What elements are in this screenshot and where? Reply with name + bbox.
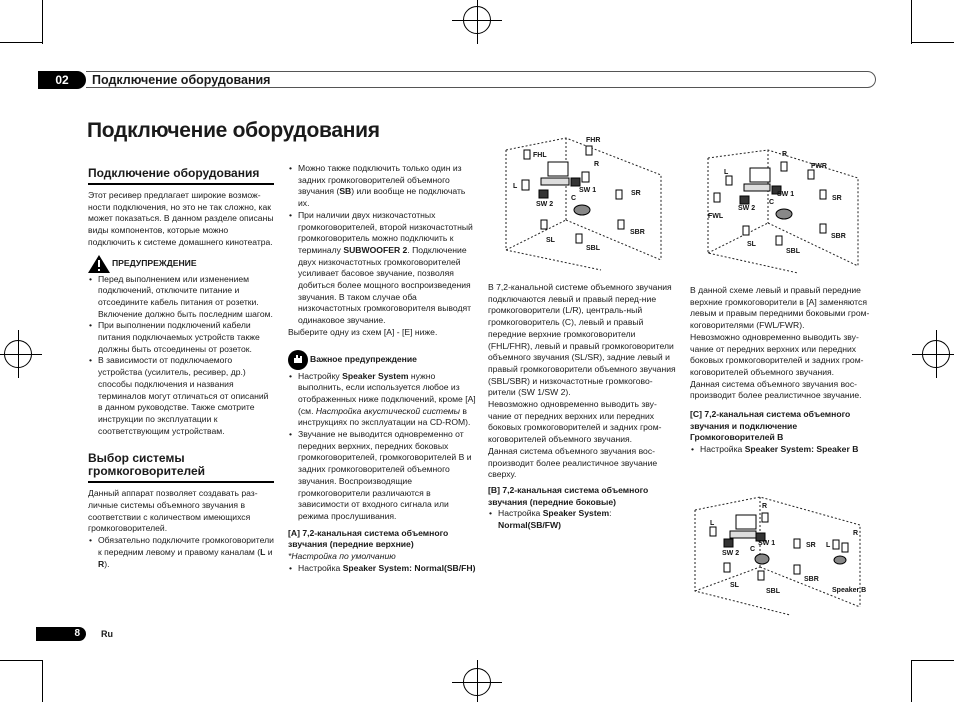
- speaker-icon: [582, 172, 589, 182]
- middle-column: [288, 163, 478, 575]
- list-item: [288, 371, 478, 430]
- scheme-a-description: В 7,2-канальной системе объемного звучания подключаются левый и правый перед-ние громкоговорители (L/R), централь-ный громкоговоритель (C), левый и правый передние верхние громкоговорители (FHL/FHR), левый и правый громкоговорители объемного звучания (SL/SR), задние левый и правый громкоговорители объемного звучания (SBL/SBR) и низкочастотные громкогово-рители (SW 1/SW 2).: [488, 282, 676, 398]
- left-column: [88, 167, 274, 570]
- speaker-icon: [820, 224, 826, 233]
- speaker-diagram-c: [690, 495, 880, 620]
- scheme-b-description: В данной схеме левый и правый передние верхние громкоговорители в [A] заменяются левым и правым передними боковыми гром-коговорителями (FWL/FWR).: [690, 285, 870, 331]
- speaker-icon: [576, 234, 582, 243]
- speaker-diagram-b: [698, 148, 878, 276]
- section-title-connection: Подключение оборудования: [88, 167, 274, 185]
- crop-mark: [912, 42, 954, 43]
- registration-mark: [477, 660, 478, 702]
- label-c: C: [769, 199, 775, 206]
- label-sr: SR: [832, 195, 842, 202]
- crop-mark: [911, 0, 912, 44]
- page-title: Подключение оборудования: [87, 119, 380, 142]
- setting-key: Speaker System: [342, 562, 410, 573]
- label-sw1: SW 1: [579, 187, 597, 194]
- subwoofer-icon: [724, 539, 733, 547]
- registration-mark: [18, 330, 19, 378]
- subwoofer-icon: [740, 196, 749, 204]
- speaker-icon: [616, 190, 622, 199]
- bullet-reference: Настройка акустической системы: [315, 405, 460, 416]
- page-language: Ru: [101, 629, 113, 639]
- speaker-icon: [743, 226, 749, 235]
- important-heading: [288, 350, 478, 370]
- receiver-icon: [730, 531, 756, 538]
- speaker-icon: [781, 162, 787, 171]
- speaker-icon: [586, 146, 592, 155]
- list-item: • Перед выполнением или изменением подключений, отключите питание и отсоедините кабель питания от розетки. Включение должно быть последним шагом.: [88, 274, 274, 321]
- speaker-icon: [758, 571, 764, 580]
- speaker-diagram-a: [496, 130, 676, 272]
- bullet-text: Обязательно подключите громкоговорители к передним левому и правому каналам (: [98, 535, 274, 557]
- list-item: [288, 163, 478, 210]
- list-item: [288, 563, 478, 575]
- label-r: R: [782, 151, 788, 158]
- speaker-icon: [833, 540, 839, 549]
- chapter-number: 02: [38, 71, 86, 89]
- label-r: R: [594, 161, 600, 168]
- setting-value: Normal(SB/FW): [498, 520, 562, 531]
- section-title-speaker-system: Выбор системы громкоговорителей: [88, 452, 274, 483]
- label-sr: SR: [806, 542, 816, 549]
- registration-mark: [0, 354, 42, 355]
- chapter-title: Подключение оборудования: [92, 73, 271, 87]
- label-fhl: FHL: [533, 152, 547, 159]
- warning-list: [88, 274, 274, 438]
- label-l: L: [513, 183, 518, 190]
- speaker-icon: [710, 527, 716, 536]
- setting-separator: :: [609, 508, 612, 519]
- scheme-b-setting: [488, 508, 678, 531]
- label-sl: SL: [730, 582, 739, 589]
- subwoofer-icon: [571, 178, 580, 186]
- important-title: Важное предупреждение: [310, 353, 417, 364]
- bullet-text: в инструкциях по эксплуатации на CD-ROM).: [298, 405, 471, 428]
- label-fwl: FWL: [708, 213, 724, 220]
- speaker-icon: [522, 180, 529, 190]
- speaker-icon: [820, 190, 826, 199]
- label-sr: SR: [631, 190, 641, 197]
- speaker-icon: [762, 513, 768, 522]
- bullet-term: L: [260, 546, 266, 557]
- bullet-text: нужно выполнить, если используется любое из отображенных ниже подключений, кроме [A] (см.: [298, 370, 476, 416]
- bullet-term: SB: [339, 186, 352, 197]
- crop-mark: [0, 660, 42, 661]
- label-sw2: SW 2: [738, 205, 756, 212]
- select-scheme-text: Выберите одну из схем [A] - [E] ниже.: [288, 326, 438, 337]
- column-4: [690, 285, 878, 456]
- receiver-icon: [744, 184, 770, 191]
- warning-icon: [88, 255, 110, 273]
- label-sl: SL: [546, 237, 555, 244]
- list-item: • В зависимости от подключаемого устройства (усилитель, ресивер, др.) способы подключения и названия терминалов могут отличаться от описаний в данном руководстве. Также смотрите инструкции по эксплуатации к соответствующим устройствам.: [88, 355, 274, 437]
- crop-mark: [0, 42, 42, 43]
- scheme-a-note: Невозможно одновременно выводить зву-чание от передних верхних или передних боковых громкоговорителей и задних гром-коговорителей объемного звучания.: [488, 399, 662, 445]
- scheme-b-note: Невозможно одновременно выводить зву-чание от передних верхних или передних боковых громкоговорителей и задних гром-коговорителей объемного звучания.: [690, 331, 864, 377]
- list-item: [488, 508, 678, 531]
- bullet-text: Настройку: [298, 370, 343, 381]
- speaker-icon: [726, 176, 732, 185]
- label-fwr: FWR: [811, 163, 827, 170]
- tv-icon: [736, 515, 756, 529]
- bullet-term: SUBWOOFER 2: [343, 244, 408, 255]
- bullet-text: Можно также подключить только один из задних громкоговорителей объемного звучания (: [298, 163, 462, 197]
- label-sw2: SW 2: [722, 550, 740, 557]
- setting-value: : Speaker B: [811, 444, 859, 455]
- speaker-icon: [808, 170, 814, 179]
- setting-value: : Normal(SB/FH): [409, 562, 476, 573]
- label-c: C: [750, 546, 756, 553]
- scheme-a-default-note: *Настройка по умолчанию: [288, 551, 396, 562]
- caution-hand-icon: [288, 350, 308, 370]
- setting-label: Настройка: [700, 444, 745, 455]
- label-b-r: R: [853, 530, 859, 537]
- crop-mark: [911, 660, 912, 702]
- scheme-a-setting: [288, 563, 478, 575]
- bullet-term: Speaker System: [342, 370, 409, 381]
- bullet-term: R: [98, 558, 105, 569]
- crop-mark: [42, 0, 43, 44]
- registration-mark: [477, 0, 478, 44]
- subwoofer-icon: [539, 190, 548, 198]
- label-fhr: FHR: [586, 137, 601, 144]
- speaker-icon: [794, 539, 800, 548]
- tv-icon: [750, 168, 770, 182]
- intro-text: Этот ресивер предлагает широкие возмож-ности подключения, но это не так сложно, как может показаться. В данном разделе описаны виды компонентов, которые можно подключить к системе домашнего кинотеатра.: [88, 190, 274, 247]
- bullet-text: При наличии двух низкочастотных громкоговорителей, второй низкочастотный громкоговоритель можно подключить к терминалу: [298, 209, 473, 255]
- crop-mark: [912, 660, 954, 661]
- scheme-a-effect: Данная система объемного звучания вос-производит более реалистичное звучание сверху.: [488, 445, 658, 480]
- speaker-system-text: Данный аппарат позволяет создавать раз-личные системы объемного звучания в соответствии с количеством имеющихся громкоговорителей.: [88, 488, 258, 534]
- bullet-text: ) или вообще не подключать их.: [298, 186, 466, 209]
- page-number: 8: [36, 627, 86, 641]
- speaker-icon: [541, 220, 547, 229]
- registration-mark: [912, 354, 954, 355]
- tv-icon: [548, 162, 568, 176]
- warning-heading: [88, 255, 274, 273]
- listener-icon: [755, 554, 769, 564]
- crop-mark: [42, 660, 43, 702]
- label-sw2: SW 2: [536, 201, 554, 208]
- label-sl: SL: [747, 241, 756, 248]
- bullet-text: и: [265, 546, 273, 557]
- label-b-l: L: [826, 542, 831, 549]
- list-item: • Звучание не выводится одновременно от передних верхних, передних боковых громкоговорителей, громкоговорителей B и задних громкоговорителей объемного звучания. Воспроизводящие громкоговорители различаются в зависимости от входного сигнала или режима прослушивания.: [288, 429, 478, 523]
- label-sbl: SBL: [586, 245, 600, 252]
- setting-label: Настройка: [498, 508, 543, 519]
- scheme-b-title: [B] 7,2-канальная система объемного звучания (передние боковые): [488, 484, 649, 507]
- listener-icon: [574, 205, 590, 215]
- warning-title: ПРЕДУПРЕЖДЕНИЕ: [112, 257, 197, 268]
- label-sbl: SBL: [766, 588, 780, 595]
- label-sbl: SBL: [786, 248, 800, 255]
- label-sbr: SBR: [804, 576, 819, 583]
- label-sbr: SBR: [831, 233, 846, 240]
- bullet-text: ).: [104, 558, 110, 569]
- scheme-a-title: [A] 7,2-канальная система объемного звучания (передние верхние): [288, 527, 449, 550]
- label-sw1: SW 1: [777, 191, 795, 198]
- list-item: [690, 444, 878, 456]
- setting-key: Speaker System: [744, 444, 812, 455]
- speaker-icon: [524, 150, 530, 159]
- list-item: [288, 210, 478, 327]
- setting-key: Speaker System: [542, 508, 610, 519]
- label-sw1: SW 1: [758, 540, 776, 547]
- bullet-text: . Подключение двух низкочастотных громкоговорителей усиливает басовое звучание, позволяя добиться более мощного воспроизведения звучания. В таком случае оба низкочастотных громкоговорителя выводят одинаковое звучание.: [298, 244, 472, 326]
- important-list: [288, 371, 478, 523]
- registration-mark: [936, 330, 937, 378]
- list-item: [88, 535, 274, 570]
- speaker-icon: [618, 220, 624, 229]
- scheme-b-effect: Данная система объемного звучания вос-производит более реалистичное звучание.: [690, 378, 862, 401]
- list-item: • При выполнении подключений кабели питания подключаемых устройств также должны быть отсоединены от розеток.: [88, 320, 274, 355]
- middle-list: [288, 163, 478, 327]
- speaker-icon: [724, 563, 730, 572]
- setting-label: Настройка: [298, 562, 343, 573]
- label-r: R: [762, 503, 768, 510]
- speaker-icon: [776, 236, 782, 245]
- speaker-icon: [714, 193, 720, 202]
- receiver-icon: [541, 178, 569, 185]
- speaker-icon: [794, 565, 800, 574]
- label-l: L: [724, 169, 729, 176]
- label-c: C: [571, 195, 577, 202]
- listener-icon: [776, 209, 792, 219]
- scheme-c-title: [C] 7,2-канальная система объемного звучания и подключение Громкоговорителей B: [690, 409, 851, 443]
- label-speaker-b: Speaker B: [832, 587, 867, 594]
- speaker-icon: [842, 543, 848, 552]
- scheme-c-setting: [690, 444, 878, 456]
- column-3: [488, 282, 678, 532]
- listener-icon: [834, 556, 846, 564]
- speaker-system-list: [88, 535, 274, 570]
- label-l: L: [710, 520, 715, 527]
- label-sbr: SBR: [630, 229, 645, 236]
